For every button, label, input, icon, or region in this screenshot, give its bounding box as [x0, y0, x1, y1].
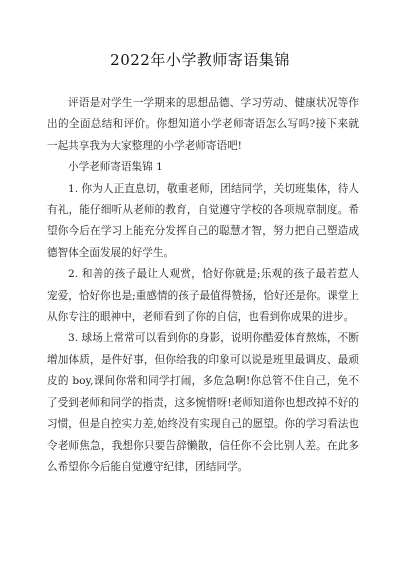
- comment-item-2: 2. 和善的孩子最让人观赏，恰好你就是;乐观的孩子最若惹人宠爱，恰好你也是;重感情的孩子最值得赞扬，恰好还是你。课堂上从你专注的眼神中，老师看到了你的自信，也看到你成果的进步。: [47, 268, 359, 324]
- document-title: 2022年小学教师寄语集锦: [110, 51, 290, 69]
- document-body: [47, 93, 359, 478]
- section-heading: 小学老师寄语集锦 1: [68, 161, 163, 174]
- comment-item-1: 1. 你为人正直息切，敬重老师，团结同学，关切班集体，待人有礼，能仔细听从老师的教育，自觉遵守学校的各项规章制度。希望你今后在学习上能充分发挥自己的聪慧才智，努力把自己塑造成德智体全面发展的好学生。: [47, 182, 359, 259]
- intro-paragraph: 评语是对学生一学期来的思想品德、学习劳动、健康状况等作出的全面总结和评价。你想知道小学老师寄语怎么写吗?接下来就一起共享我为大家整理的小学老师寄语吧!: [47, 97, 359, 152]
- comment-item-3: 3. 球场上常常可以看到你的身影，说明你酷爱体育熬炼，不断增加体质，是件好事，但你给我的印象可以说是班里最调皮、最顽皮的 boy,课间你常和同学打闹，多危急啊!你总管不住自己，免不了受到老师和同学的指责，这多惋惜呀!老师知道你也想改掉不好的习惯，但是自控实力差,始终没有实现自己的愿望。你的学习看法也令老师焦急，我想你只要告辞懒散，信任你不会比别人差。在此多么希望你今后能自觉遵守纪律，团结同学。: [47, 332, 359, 473]
